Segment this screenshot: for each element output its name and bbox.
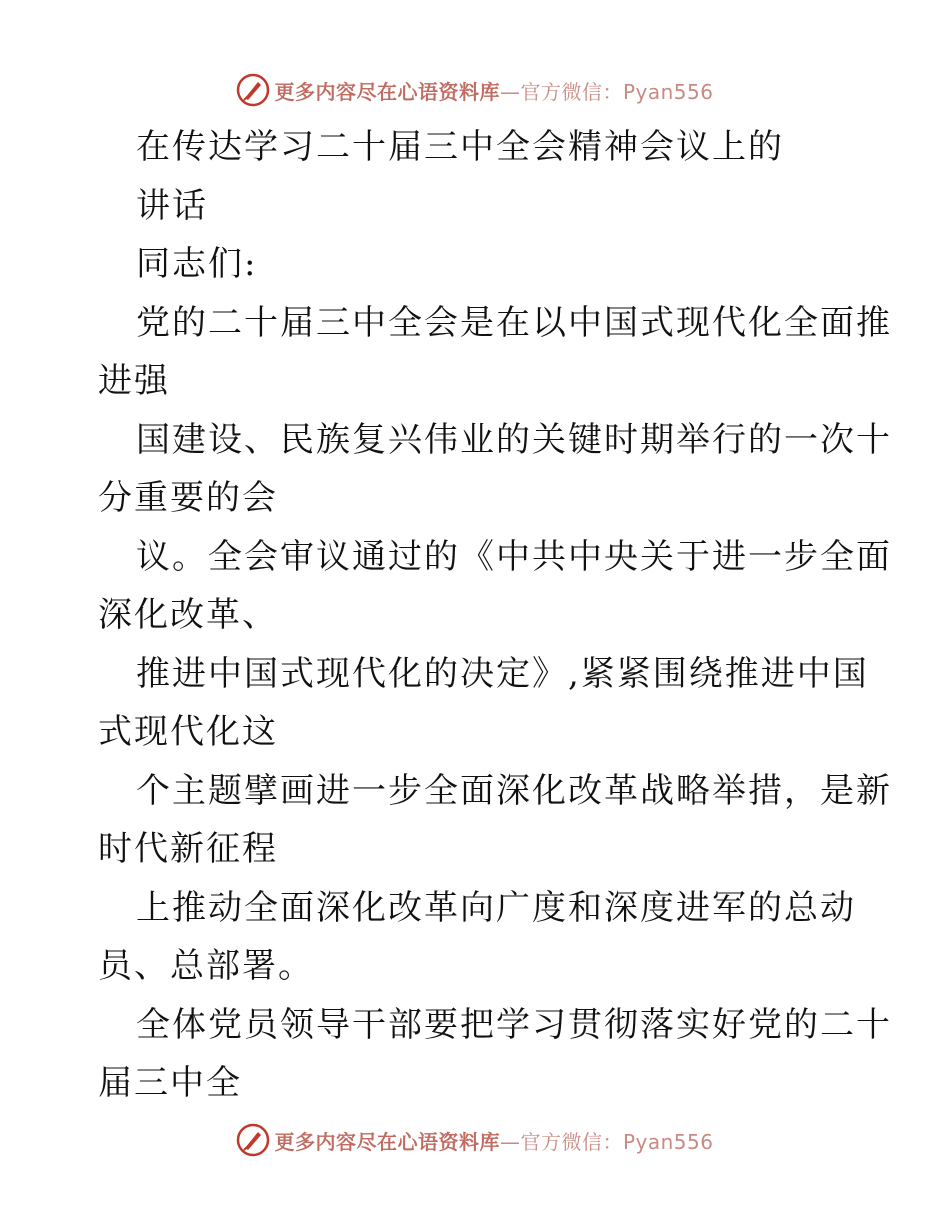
banner-dash: — (499, 1129, 521, 1154)
salutation: 同志们: (136, 244, 258, 284)
paragraph-line: 届三中全 (98, 1063, 242, 1103)
paragraph-line: 分重要的会 (98, 478, 278, 518)
document-body (98, 118, 892, 1113)
banner-wechat: 官方微信：Pyan556 (520, 79, 714, 104)
banner-text (274, 1126, 713, 1155)
quill-logo-icon (236, 1123, 270, 1157)
banner-dash: — (499, 79, 521, 104)
paragraph-line: 推进中国式现代化的决定》,紧紧围绕推进中国 (136, 653, 869, 694)
paragraph-line: 上推动全面深化改革向广度和深度进军的总动 (136, 887, 856, 928)
paragraph-line: 式现代化这 (98, 712, 278, 752)
paragraph-line: 深化改革、 (98, 595, 278, 635)
paragraph-line: 时代新征程 (98, 829, 278, 869)
paragraph-line: 员、总部署。 (98, 946, 314, 986)
header-banner (0, 70, 950, 110)
banner-text (274, 76, 713, 105)
paragraph-line: 全体党员领导干部要把学习贯彻落实好党的二十 (136, 1004, 892, 1045)
title-line-2: 讲话 (136, 185, 208, 226)
footer-banner (0, 1120, 950, 1160)
quill-logo-icon (236, 73, 270, 107)
banner-main: 更多内容尽在心语资料库 (274, 1129, 500, 1154)
paragraph-line: 党的二十届三中全会是在以中国式现代化全面推 (136, 302, 892, 343)
banner-wechat: 官方微信：Pyan556 (520, 1129, 714, 1154)
banner-main: 更多内容尽在心语资料库 (274, 79, 500, 104)
paragraph-line: 个主题擘画进一步全面深化改革战略举措，是新 (136, 770, 892, 811)
paragraph-line: 进强 (98, 361, 170, 401)
paragraph-line: 国建设、民族复兴伟业的关键时期举行的一次十 (136, 419, 892, 460)
paragraph-line: 议。全会审议通过的《中共中央关于进一步全面 (136, 536, 892, 577)
title-line-1: 在传达学习二十届三中全会精神会议上的 (136, 127, 784, 167)
